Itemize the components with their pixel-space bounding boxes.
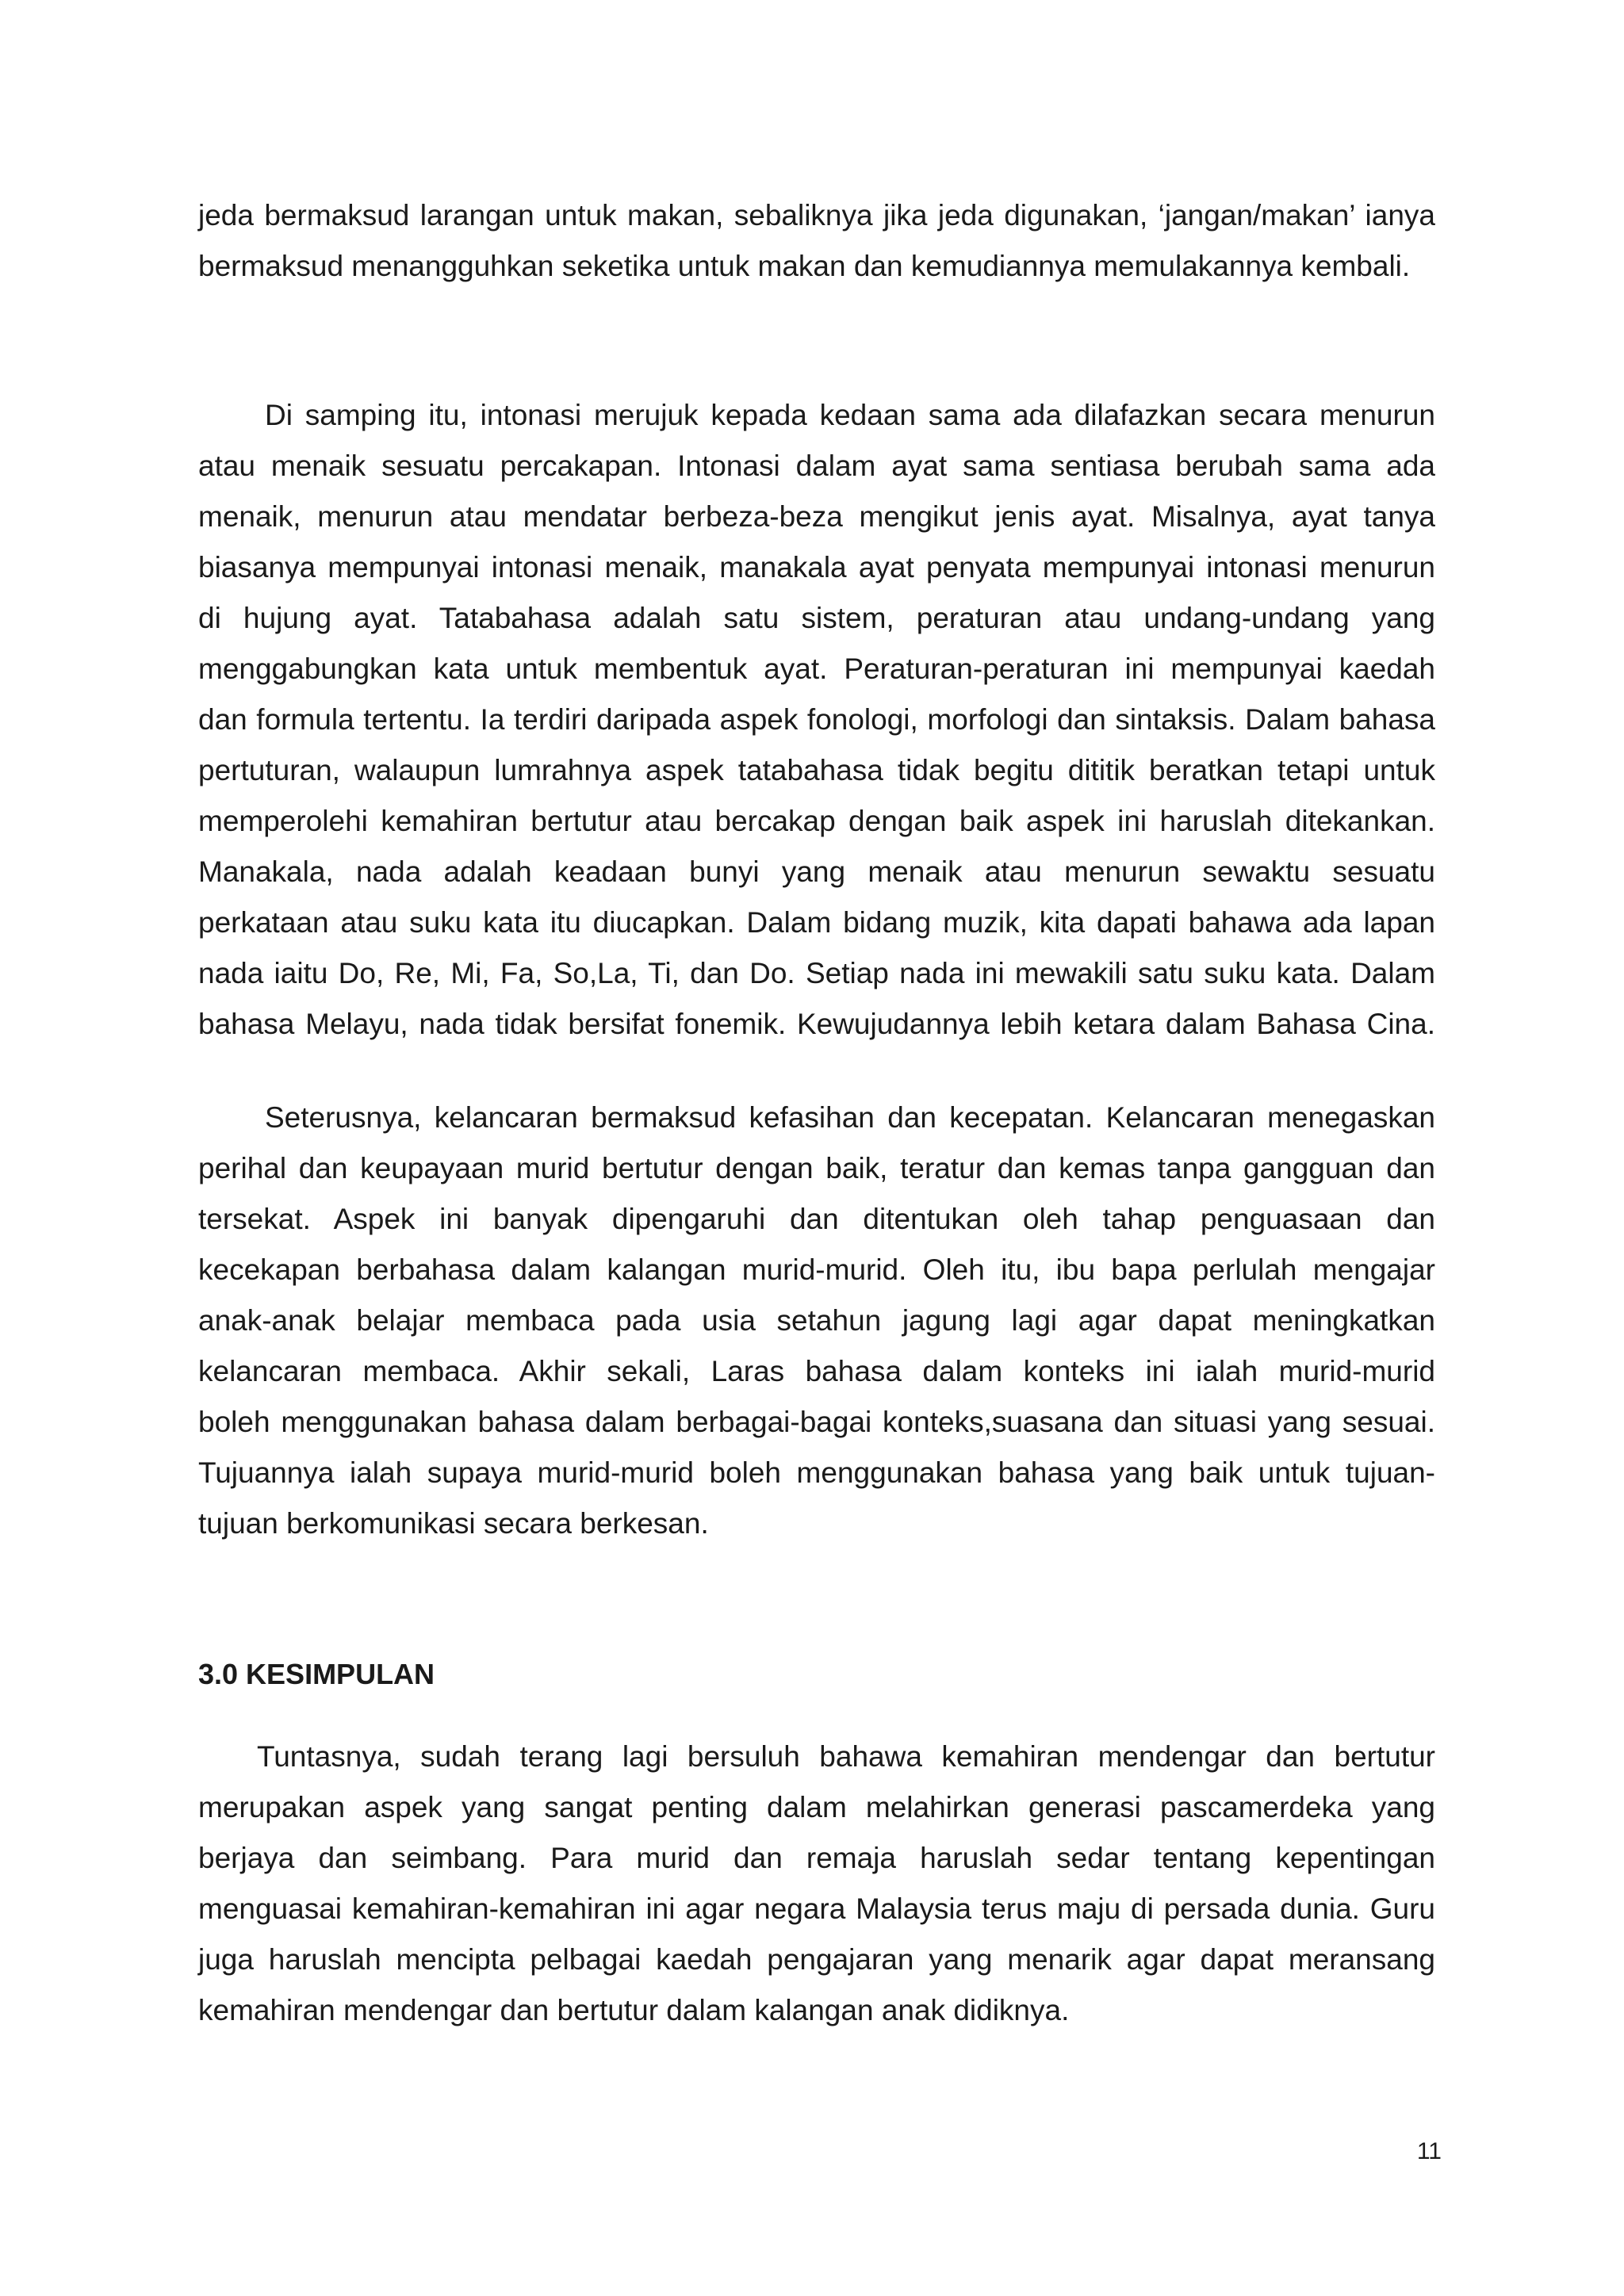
text-line: perkataan atau suku kata itu diucapkan. Dalam bidang muzik, kita dapati bahawa ada lapan — [198, 906, 1435, 939]
text-line: berjaya dan seimbang. Para murid dan remaja haruslah sedar tentang kepentingan — [198, 1842, 1435, 1874]
text-line: kelancaran membaca. Akhir sekali, Laras bahasa dalam konteks ini ialah murid-murid — [198, 1355, 1435, 1387]
text-line: biasanya mempunyai intonasi menaik, manakala ayat penyata mempunyai intonasi menurun — [198, 551, 1435, 584]
text-line: perihal dan keupayaan murid bertutur dengan baik, teratur dan kemas tanpa gangguan dan — [198, 1152, 1435, 1184]
text-line: Tujuannya ialah supaya murid-murid boleh menggunakan bahasa yang baik untuk tujuan- — [198, 1456, 1435, 1489]
text-line: bermaksud menangguhkan seketika untuk makan dan kemudiannya memulakannya kembali. — [198, 250, 1411, 282]
paragraph-jeda-continuation — [198, 190, 1435, 292]
text-line: dan formula tertentu. Ia terdiri daripada aspek fonologi, morfologi dan sintaksis. Dalam bahasa — [198, 703, 1435, 736]
text-line: menggabungkan kata untuk membentuk ayat. Peraturan-peraturan ini mempunyai kaedah — [198, 652, 1435, 685]
text-line: nada iaitu Do, Re, Mi, Fa, So,La, Ti, dan Do. Setiap nada ini mewakili satu suku kata. Dalam — [198, 957, 1435, 989]
text-line: tersekat. Aspek ini banyak dipengaruhi dan ditentukan oleh tahap penguasaan dan — [198, 1203, 1435, 1235]
text-line: tujuan berkomunikasi secara berkesan. — [198, 1507, 709, 1540]
text-line: menguasai kemahiran-kemahiran ini agar negara Malaysia terus maju di persada dunia. Guru — [198, 1892, 1435, 1925]
text-line: boleh menggunakan bahasa dalam berbagai-bagai konteks,suasana dan situasi yang sesuai. — [198, 1406, 1435, 1438]
page-number: 11 — [1416, 2138, 1442, 2164]
text-line: anak-anak belajar membaca pada usia setahun jagung lagi agar dapat meningkatkan — [198, 1304, 1435, 1337]
text-line: memperolehi kemahiran bertutur atau bercakap dengan baik aspek ini haruslah ditekankan. — [198, 805, 1435, 837]
text-line: Di samping itu, intonasi merujuk kepada kedaan sama ada dilafazkan secara menurun — [265, 399, 1435, 431]
text-line: kemahiran mendengar dan bertutur dalam kalangan anak didiknya. — [198, 1994, 1070, 2026]
text-line: Manakala, nada adalah keadaan bunyi yang menaik atau menurun sewaktu sesuatu — [198, 855, 1435, 888]
text-line: merupakan aspek yang sangat penting dalam melahirkan generasi pascamerdeka yang — [198, 1791, 1435, 1823]
text-line: bahasa Melayu, nada tidak bersifat fonemik. Kewujudannya lebih ketara dalam Bahasa Cina. — [198, 1008, 1435, 1040]
paragraph-kelancaran — [198, 1093, 1435, 1549]
text-line: kecekapan berbahasa dalam kalangan murid-murid. Oleh itu, ibu bapa perlulah mengajar — [198, 1253, 1435, 1286]
text-line: atau menaik sesuatu percakapan. Intonasi dalam ayat sama sentiasa berubah sama ada — [198, 450, 1435, 482]
text-line: juga haruslah mencipta pelbagai kaedah pengajaran yang menarik agar dapat meransang — [198, 1943, 1435, 1976]
text-line: Seterusnya, kelancaran bermaksud kefasihan dan kecepatan. Kelancaran menegaskan — [265, 1101, 1435, 1134]
paragraph-intonasi — [198, 390, 1435, 1050]
text-line: jeda bermaksud larangan untuk makan, sebaliknya jika jeda digunakan, ‘jangan/makan’ ianya — [198, 199, 1435, 232]
text-line: pertuturan, walaupun lumrahnya aspek tatabahasa tidak begitu dititik beratkan tetapi untuk — [198, 754, 1435, 786]
section-heading: 3.0 KESIMPULAN — [198, 1658, 435, 1690]
text-line: menaik, menurun atau mendatar berbeza-beza mengikut jenis ayat. Misalnya, ayat tanya — [198, 500, 1435, 533]
text-line: Tuntasnya, sudah terang lagi bersuluh bahawa kemahiran mendengar dan bertutur — [257, 1740, 1435, 1773]
paragraph-kesimpulan — [198, 1732, 1435, 2036]
text-line: di hujung ayat. Tatabahasa adalah satu sistem, peraturan atau undang-undang yang — [198, 602, 1435, 634]
